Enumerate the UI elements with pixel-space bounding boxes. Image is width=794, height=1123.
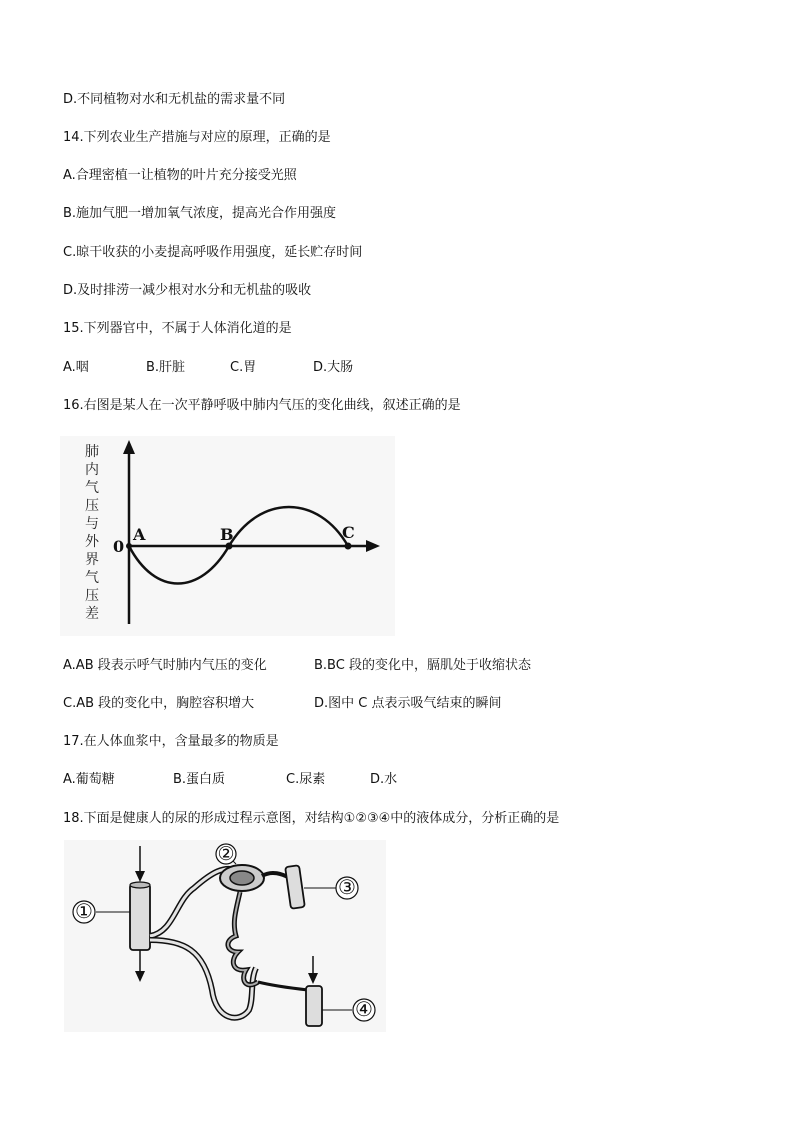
glomerulus [230,871,254,885]
svg-text:压: 压 [85,498,99,514]
q14-stem: 14.下列农业生产措施与对应的原理，正确的是 [63,130,331,145]
q16-option-d: D.图中 C 点表示吸气结束的瞬间 [314,696,502,711]
svg-text:气: 气 [85,570,99,586]
svg-text:差: 差 [85,606,99,622]
label-4: ④ [355,997,373,1021]
origin-label: 0 [113,537,125,556]
svg-text:压: 压 [85,588,99,604]
point-a-label: A [133,525,146,544]
q13-option-d: D.不同植物对水和无机盐的需求量不同 [63,92,286,107]
point-c-dot [345,543,352,550]
urine-formation-figure [64,840,386,1032]
svg-text:气: 气 [85,480,99,496]
point-c-label: C [342,523,355,542]
q17-option-a: A.葡萄糖 [63,772,115,787]
svg-text:肺: 肺 [85,444,99,460]
svg-text:内: 内 [85,462,99,478]
q17-option-b: B.蛋白质 [173,772,226,787]
q14-option-c: C.晾干收获的小麦提高呼吸作用强度，延长贮存时间 [63,245,363,260]
svg-text:与: 与 [85,516,99,532]
q16-option-c: C.AB 段的变化中，胸腔容积增大 [63,696,255,711]
q16-option-b: B.BC 段的变化中，膈肌处于收缩状态 [314,658,531,673]
q17-stem: 17.在人体血浆中，含量最多的物质是 [63,734,279,749]
q14-option-d: D.及时排涝一减少根对水分和无机盐的吸收 [63,283,312,298]
label-2: ② [217,843,235,865]
vessel-top [130,882,150,888]
q17-option-c: C.尿素 [286,772,326,787]
q18-stem: 18.下面是健康人的尿的形成过程示意图，对结构①②③④中的液体成分，分析正确的是 [63,811,560,826]
q15-option-d: D.大肠 [313,360,354,375]
label-1: ① [75,899,93,923]
q16-stem: 16.右图是某人在一次平静呼吸中肺内气压的变化曲线，叙述正确的是 [63,398,461,413]
q14-option-a: A.合理密植一让植物的叶片充分接受光照 [63,168,297,183]
q14-option-b: B.施加气肥一增加氧气浓度，提高光合作用强度 [63,206,337,221]
q15-stem: 15.下列器官中，不属于人体消化道的是 [63,321,292,336]
svg-text:外: 外 [85,534,99,550]
q15-option-c: C.胃 [230,360,257,375]
point-b-label: B [220,525,234,544]
q15-option-a: A.咽 [63,360,89,375]
q15-option-b: B.肝脏 [146,360,186,375]
svg-text:界: 界 [85,552,99,568]
lung-pressure-figure [60,436,395,636]
structure-4-vessel [306,986,322,1026]
label-3: ③ [338,875,356,899]
structure-1-vessel [130,884,150,950]
q16-option-a: A.AB 段表示呼气时肺内气压的变化 [63,658,267,673]
point-a-dot [126,543,132,549]
q17-option-d: D.水 [370,772,398,787]
